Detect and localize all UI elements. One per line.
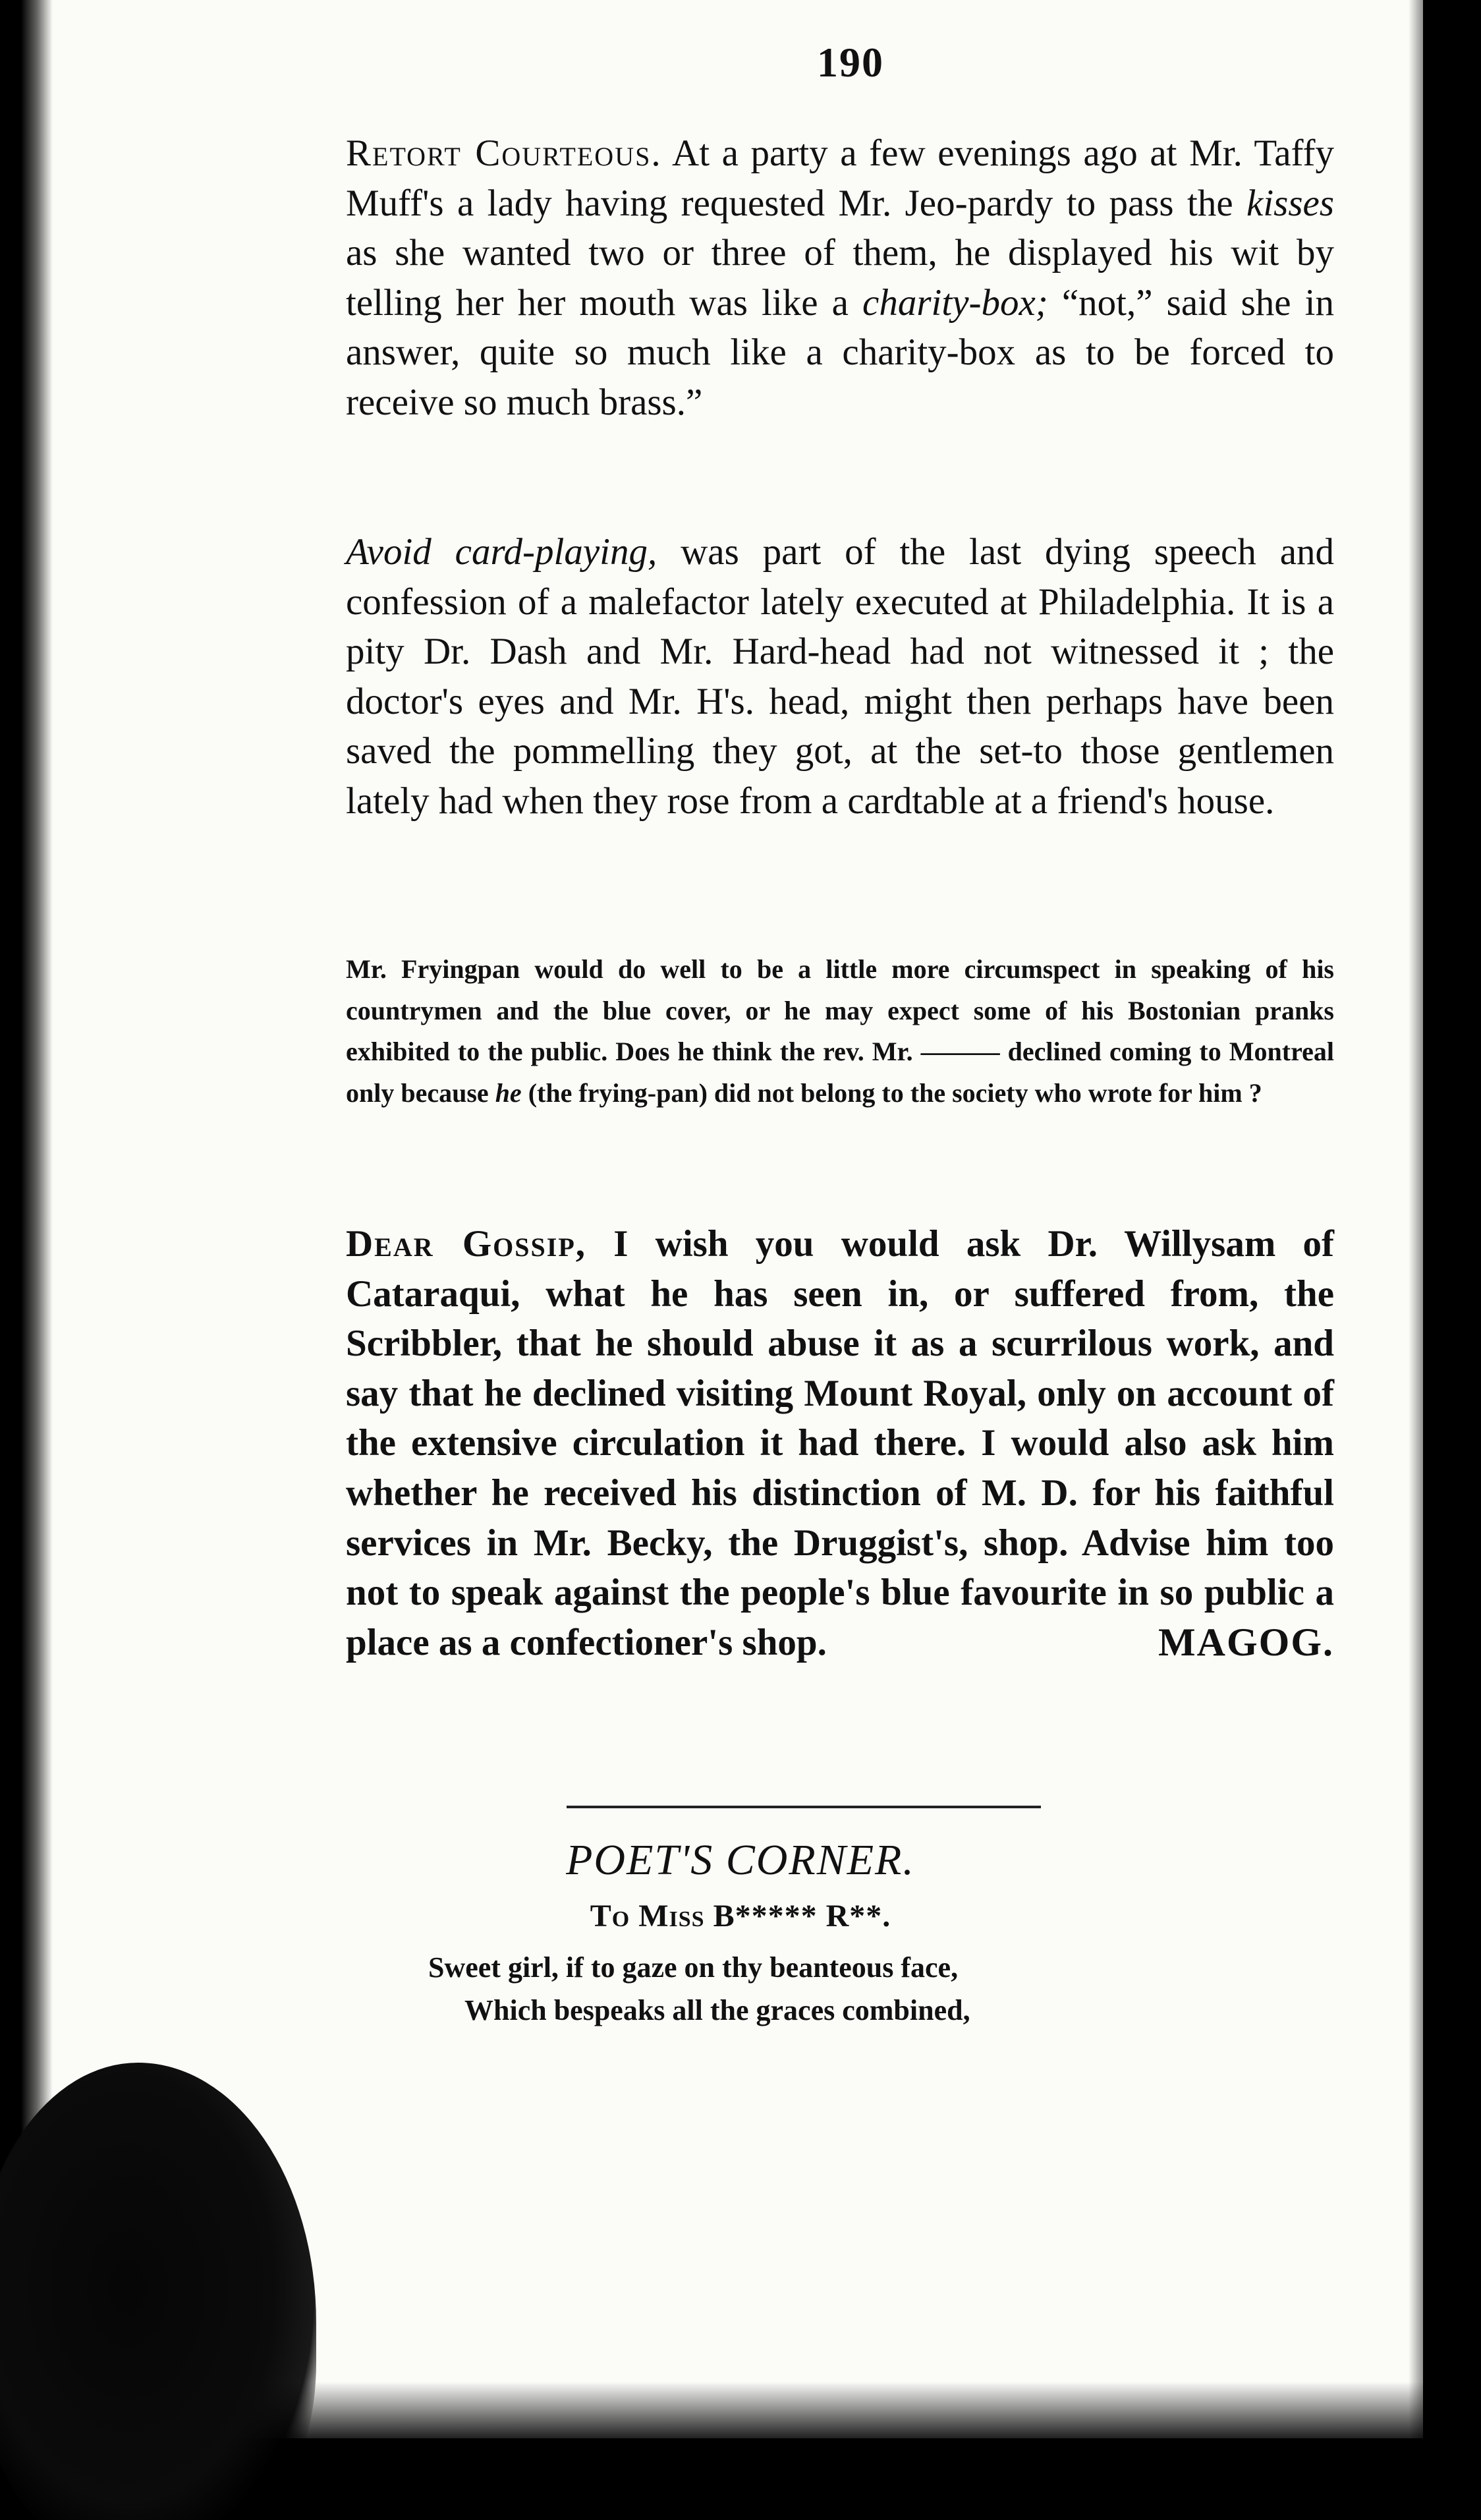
- kisses-italic: kisses: [1246, 182, 1334, 224]
- retort-text-3: “not,” said she in answer, quite so much like a charity-box as to be forced to receive so much brass.”: [346, 281, 1335, 423]
- page-number: 190: [817, 39, 884, 86]
- card-playing-lead: Avoid card-playing,: [346, 531, 657, 573]
- poem-line-1: Sweet girl, if to gaze on thy beanteous face,: [428, 1951, 959, 1984]
- retort-text-1: At a party a few evenings ago at Mr. Taffy Muff's a lady having requested Mr. Jeo-pardy to pass the: [346, 132, 1334, 224]
- charity-box-italic: charity-box;: [862, 281, 1048, 324]
- card-playing-paragraph: [346, 527, 1334, 826]
- right-edge-shadow: [1409, 0, 1481, 2520]
- section-divider-rule: [567, 1806, 1041, 1808]
- he-italic: he: [495, 1077, 522, 1108]
- poets-corner-heading: POET'S CORNER.: [566, 1836, 915, 1884]
- fryingpan-text-1: Mr. Fryingpan would do well to be a little more circumspect in speaking of his countrymen and the blue cover, or he may expect some of his Bostonian pranks exhibited to the public. Does he think the rev. Mr. ——— declined coming to Montreal only because: [346, 954, 1334, 1108]
- dear-gossip-letter: [346, 1219, 1334, 1667]
- poem-line-2: Which bespeaks all the graces combined,: [464, 1994, 970, 2026]
- fryingpan-notice: [346, 949, 1334, 1114]
- fryingpan-text-2: (the frying-pan) did not belong to the society who wrote for him ?: [521, 1077, 1262, 1108]
- gossip-salutation: Dear Gossip,: [346, 1223, 587, 1265]
- retort-heading: Retort Courteous.: [346, 132, 662, 174]
- poem-title-text: To Miss B***** R**.: [590, 1899, 891, 1933]
- gossip-text: I wish you would ask Dr. Willysam of Cataraqui, what he has seen in, or suffered from, the Scribbler, that he should abuse it as a scurrilous work, and say that he declined visiting Mount Royal, only on account of the extensive circulation it had there. I would also ask him whether he received his distinction of M. D. for his faithful services in Mr. Becky, the Druggist's, shop. Advise him too not to speak against the people's blue favourite in so public a place as a confectioner's shop.: [346, 1223, 1335, 1663]
- retort-text-2: as she wanted two or three of them, he displayed his wit by telling her her mouth was like a: [346, 232, 1334, 324]
- card-playing-text: was part of the last dying speech and confession of a malefactor lately executed at Philadelphia. It is a pity Dr. Dash and Mr. Hard-head had not witnessed it ; the doctor's eyes and Mr. H's. head, might then perhaps have been saved the pommelling they got, at the set-to those gentlemen lately had when they rose from a cardtable at a friend's house.: [346, 531, 1335, 822]
- retort-courteous-paragraph: [346, 129, 1334, 428]
- signature-magog: MAGOG.: [1158, 1620, 1334, 1664]
- poem-title: [0, 1898, 1481, 1934]
